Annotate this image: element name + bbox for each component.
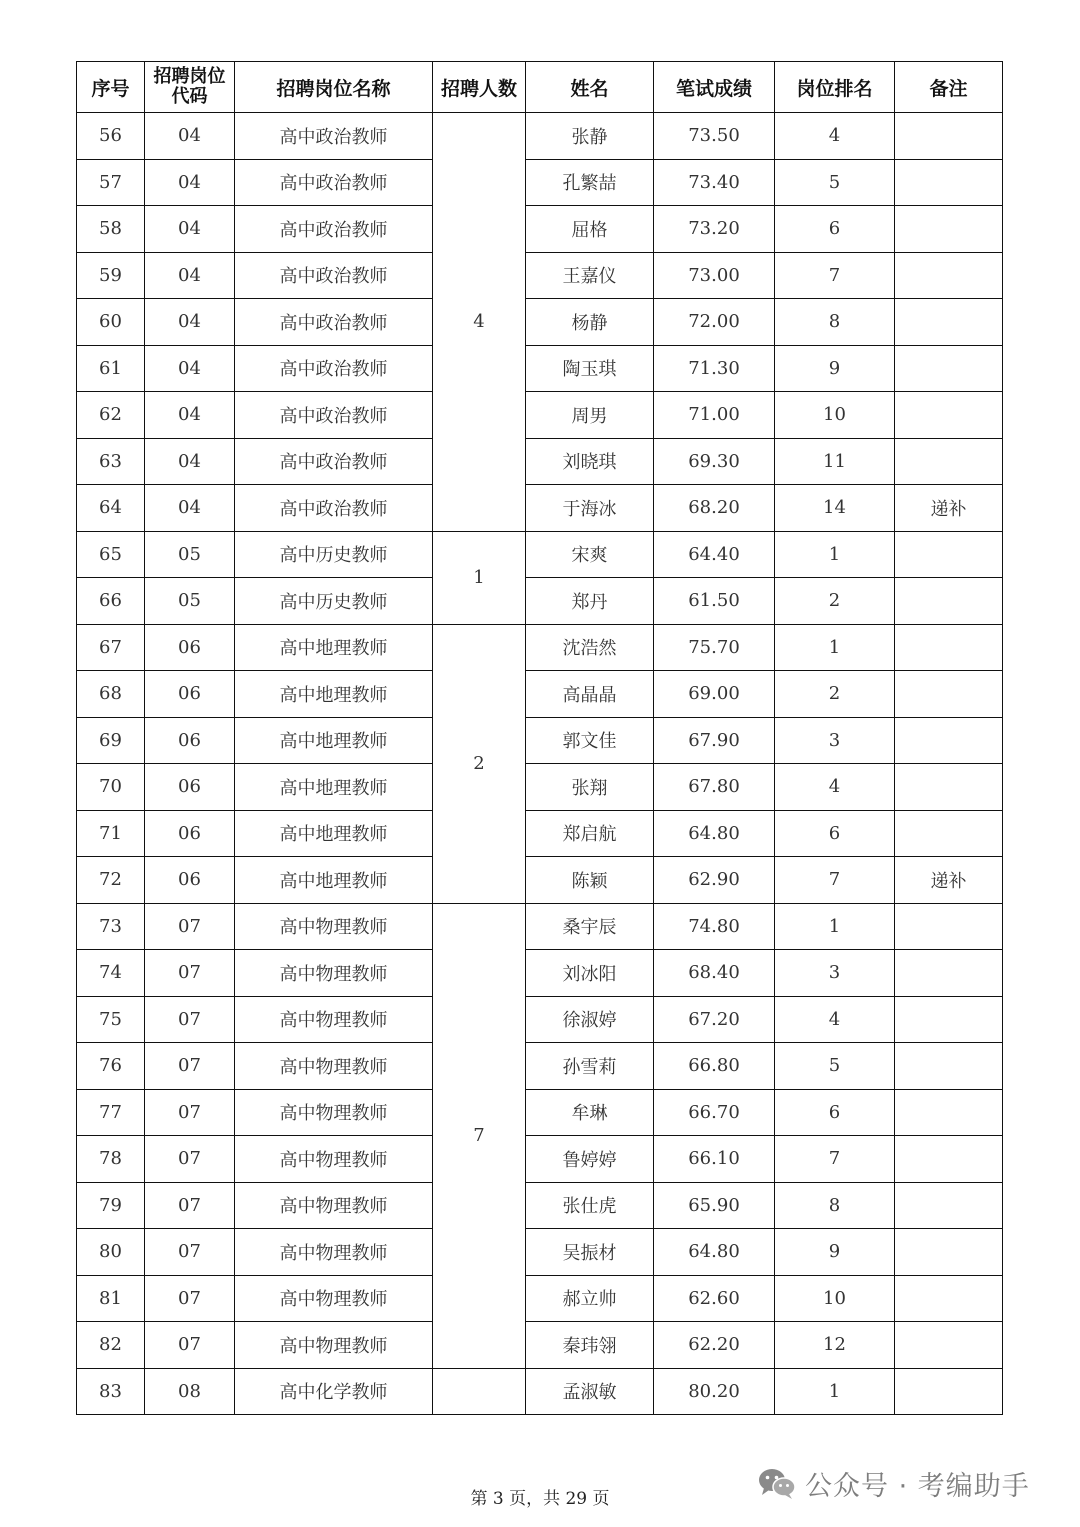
cell-position: 高中物理教师	[235, 1275, 433, 1322]
table-row	[77, 1089, 1003, 1136]
cell-position: 高中化学教师	[235, 1368, 433, 1415]
cell-code: 07	[145, 1229, 235, 1276]
cell-name: 于海冰	[526, 485, 654, 532]
cell-note	[895, 1368, 1003, 1415]
cell-seq: 65	[77, 531, 145, 578]
cell-seq: 73	[77, 903, 145, 950]
cell-note	[895, 1275, 1003, 1322]
table-row	[77, 1322, 1003, 1369]
cell-name: 孙雪莉	[526, 1043, 654, 1090]
cell-note	[895, 438, 1003, 485]
cell-score: 64.40	[654, 531, 775, 578]
cell-code: 07	[145, 1089, 235, 1136]
header-seq: 序号	[77, 62, 145, 113]
cell-score: 71.00	[654, 392, 775, 439]
cell-name: 孔繁喆	[526, 159, 654, 206]
cell-code: 06	[145, 671, 235, 718]
cell-seq: 62	[77, 392, 145, 439]
cell-code: 07	[145, 1322, 235, 1369]
cell-name: 牟琳	[526, 1089, 654, 1136]
cell-rank: 7	[775, 252, 895, 299]
cell-note	[895, 1043, 1003, 1090]
cell-quota: 2	[433, 624, 526, 903]
cell-note	[895, 531, 1003, 578]
cell-rank: 5	[775, 159, 895, 206]
cell-position: 高中地理教师	[235, 810, 433, 857]
cell-name: 沈浩然	[526, 624, 654, 671]
cell-code: 04	[145, 159, 235, 206]
table-row	[77, 206, 1003, 253]
cell-note	[895, 1229, 1003, 1276]
cell-code: 07	[145, 1043, 235, 1090]
cell-rank: 6	[775, 1089, 895, 1136]
cell-name: 郭文佳	[526, 717, 654, 764]
cell-name: 孟淑敏	[526, 1368, 654, 1415]
table-row	[77, 392, 1003, 439]
cell-name: 周男	[526, 392, 654, 439]
cell-rank: 6	[775, 206, 895, 253]
cell-note	[895, 299, 1003, 346]
cell-name: 桑宇辰	[526, 903, 654, 950]
cell-rank: 4	[775, 996, 895, 1043]
cell-score: 67.90	[654, 717, 775, 764]
table-row	[77, 1275, 1003, 1322]
cell-score: 75.70	[654, 624, 775, 671]
cell-seq: 79	[77, 1182, 145, 1229]
cell-rank: 1	[775, 903, 895, 950]
cell-seq: 80	[77, 1229, 145, 1276]
table-row	[77, 903, 1003, 950]
cell-rank: 7	[775, 1136, 895, 1183]
header-quota: 招聘人数	[433, 62, 526, 113]
cell-position: 高中历史教师	[235, 578, 433, 625]
cell-seq: 63	[77, 438, 145, 485]
table-row	[77, 531, 1003, 578]
cell-code: 05	[145, 578, 235, 625]
cell-score: 73.50	[654, 113, 775, 160]
cell-seq: 61	[77, 345, 145, 392]
cell-seq: 71	[77, 810, 145, 857]
cell-score: 62.60	[654, 1275, 775, 1322]
table-body	[77, 113, 1003, 1415]
table-row	[77, 717, 1003, 764]
cell-position: 高中物理教师	[235, 1322, 433, 1369]
cell-name: 张翔	[526, 764, 654, 811]
cell-note	[895, 671, 1003, 718]
cell-note	[895, 950, 1003, 997]
header-note: 备注	[895, 62, 1003, 113]
cell-name: 刘晓琪	[526, 438, 654, 485]
cell-code: 04	[145, 438, 235, 485]
cell-name: 杨静	[526, 299, 654, 346]
cell-position: 高中政治教师	[235, 299, 433, 346]
cell-code: 07	[145, 1136, 235, 1183]
cell-code: 07	[145, 1275, 235, 1322]
cell-name: 郝立帅	[526, 1275, 654, 1322]
table-row	[77, 857, 1003, 904]
cell-note	[895, 996, 1003, 1043]
cell-code: 06	[145, 810, 235, 857]
cell-name: 陶玉琪	[526, 345, 654, 392]
cell-name: 郑丹	[526, 578, 654, 625]
cell-note	[895, 1089, 1003, 1136]
cell-name: 吴振材	[526, 1229, 654, 1276]
cell-score: 67.20	[654, 996, 775, 1043]
cell-code: 07	[145, 950, 235, 997]
cell-quota: 1	[433, 531, 526, 624]
cell-note	[895, 578, 1003, 625]
cell-score: 73.00	[654, 252, 775, 299]
table-row	[77, 996, 1003, 1043]
cell-position: 高中地理教师	[235, 857, 433, 904]
cell-seq: 76	[77, 1043, 145, 1090]
cell-note	[895, 113, 1003, 160]
cell-rank: 7	[775, 857, 895, 904]
table-row	[77, 438, 1003, 485]
cell-seq: 58	[77, 206, 145, 253]
cell-code: 07	[145, 903, 235, 950]
cell-seq: 56	[77, 113, 145, 160]
cell-score: 74.80	[654, 903, 775, 950]
cell-position: 高中物理教师	[235, 996, 433, 1043]
cell-note	[895, 159, 1003, 206]
cell-position: 高中政治教师	[235, 113, 433, 160]
cell-note	[895, 624, 1003, 671]
watermark	[757, 1463, 1030, 1503]
cell-code: 06	[145, 764, 235, 811]
cell-rank: 10	[775, 392, 895, 439]
cell-rank: 14	[775, 485, 895, 532]
cell-score: 73.40	[654, 159, 775, 206]
cell-score: 65.90	[654, 1182, 775, 1229]
cell-score: 68.20	[654, 485, 775, 532]
cell-code: 07	[145, 1182, 235, 1229]
cell-code: 04	[145, 206, 235, 253]
cell-note	[895, 345, 1003, 392]
cell-rank: 2	[775, 671, 895, 718]
cell-seq: 66	[77, 578, 145, 625]
cell-name: 陈颖	[526, 857, 654, 904]
table-row	[77, 1229, 1003, 1276]
table-row	[77, 159, 1003, 206]
cell-note	[895, 1182, 1003, 1229]
cell-rank: 9	[775, 345, 895, 392]
cell-code: 06	[145, 624, 235, 671]
cell-rank: 1	[775, 1368, 895, 1415]
cell-name: 徐淑婷	[526, 996, 654, 1043]
header-position: 招聘岗位名称	[235, 62, 433, 113]
cell-score: 69.00	[654, 671, 775, 718]
cell-quota: 7	[433, 903, 526, 1368]
header-score: 笔试成绩	[654, 62, 775, 113]
table-row	[77, 299, 1003, 346]
cell-name: 张静	[526, 113, 654, 160]
cell-seq: 60	[77, 299, 145, 346]
cell-position: 高中物理教师	[235, 1089, 433, 1136]
cell-score: 66.80	[654, 1043, 775, 1090]
cell-name: 屈格	[526, 206, 654, 253]
cell-rank: 4	[775, 764, 895, 811]
cell-score: 64.80	[654, 1229, 775, 1276]
cell-position: 高中地理教师	[235, 671, 433, 718]
cell-position: 高中地理教师	[235, 764, 433, 811]
cell-code: 04	[145, 485, 235, 532]
cell-position: 高中物理教师	[235, 1043, 433, 1090]
header-rank: 岗位排名	[775, 62, 895, 113]
cell-seq: 75	[77, 996, 145, 1043]
cell-code: 05	[145, 531, 235, 578]
cell-seq: 64	[77, 485, 145, 532]
table-row	[77, 624, 1003, 671]
cell-seq: 74	[77, 950, 145, 997]
cell-rank: 4	[775, 113, 895, 160]
cell-note	[895, 810, 1003, 857]
cell-note	[895, 1136, 1003, 1183]
table-row	[77, 950, 1003, 997]
table-row	[77, 252, 1003, 299]
cell-position: 高中政治教师	[235, 159, 433, 206]
cell-score: 66.10	[654, 1136, 775, 1183]
cell-seq: 81	[77, 1275, 145, 1322]
cell-rank: 12	[775, 1322, 895, 1369]
cell-seq: 59	[77, 252, 145, 299]
cell-code: 07	[145, 996, 235, 1043]
page-footer: 第 3 页，共 29 页	[470, 1489, 610, 1509]
cell-position: 高中物理教师	[235, 950, 433, 997]
cell-position: 高中地理教师	[235, 717, 433, 764]
cell-seq: 72	[77, 857, 145, 904]
cell-position: 高中政治教师	[235, 438, 433, 485]
cell-rank: 3	[775, 717, 895, 764]
cell-score: 62.90	[654, 857, 775, 904]
cell-seq: 67	[77, 624, 145, 671]
table-row	[77, 345, 1003, 392]
cell-score: 64.80	[654, 810, 775, 857]
table-row	[77, 764, 1003, 811]
cell-note	[895, 392, 1003, 439]
cell-score: 72.00	[654, 299, 775, 346]
header-name: 姓名	[526, 62, 654, 113]
cell-note	[895, 903, 1003, 950]
header-code: 招聘岗位代码	[145, 62, 235, 113]
cell-seq: 57	[77, 159, 145, 206]
cell-rank: 10	[775, 1275, 895, 1322]
cell-seq: 83	[77, 1368, 145, 1415]
cell-position: 高中历史教师	[235, 531, 433, 578]
wechat-icon	[757, 1466, 797, 1500]
cell-rank: 2	[775, 578, 895, 625]
cell-position: 高中物理教师	[235, 1229, 433, 1276]
cell-code: 06	[145, 857, 235, 904]
cell-note	[895, 764, 1003, 811]
cell-rank: 6	[775, 810, 895, 857]
cell-name: 鲁婷婷	[526, 1136, 654, 1183]
cell-position: 高中政治教师	[235, 206, 433, 253]
cell-score: 68.40	[654, 950, 775, 997]
cell-score: 61.50	[654, 578, 775, 625]
cell-seq: 69	[77, 717, 145, 764]
watermark-text: 公众号 · 考编助手	[805, 1470, 1030, 1502]
cell-name: 刘冰阳	[526, 950, 654, 997]
cell-position: 高中政治教师	[235, 252, 433, 299]
cell-rank: 5	[775, 1043, 895, 1090]
cell-name: 张仕虎	[526, 1182, 654, 1229]
cell-code: 04	[145, 113, 235, 160]
cell-score: 80.20	[654, 1368, 775, 1415]
cell-name: 秦玮翎	[526, 1322, 654, 1369]
cell-rank: 1	[775, 531, 895, 578]
cell-code: 06	[145, 717, 235, 764]
cell-quota	[433, 1368, 526, 1415]
cell-note	[895, 717, 1003, 764]
cell-position: 高中物理教师	[235, 1136, 433, 1183]
cell-seq: 77	[77, 1089, 145, 1136]
cell-note	[895, 1322, 1003, 1369]
cell-rank: 8	[775, 299, 895, 346]
cell-note	[895, 206, 1003, 253]
cell-position: 高中政治教师	[235, 345, 433, 392]
table-row	[77, 1136, 1003, 1183]
cell-name: 王嘉仪	[526, 252, 654, 299]
cell-rank: 8	[775, 1182, 895, 1229]
cell-quota: 4	[433, 113, 526, 532]
cell-rank: 3	[775, 950, 895, 997]
cell-code: 08	[145, 1368, 235, 1415]
header-row	[77, 62, 1003, 113]
cell-name: 高晶晶	[526, 671, 654, 718]
cell-score: 67.80	[654, 764, 775, 811]
cell-score: 62.20	[654, 1322, 775, 1369]
cell-position: 高中物理教师	[235, 903, 433, 950]
cell-name: 宋爽	[526, 531, 654, 578]
cell-note: 递补	[895, 857, 1003, 904]
cell-code: 04	[145, 252, 235, 299]
cell-score: 66.70	[654, 1089, 775, 1136]
cell-rank: 1	[775, 624, 895, 671]
table-row	[77, 1043, 1003, 1090]
cell-code: 04	[145, 392, 235, 439]
cell-rank: 9	[775, 1229, 895, 1276]
cell-rank: 11	[775, 438, 895, 485]
results-table	[76, 61, 1003, 1415]
cell-position: 高中物理教师	[235, 1182, 433, 1229]
table-row	[77, 113, 1003, 160]
cell-name: 郑启航	[526, 810, 654, 857]
table-row	[77, 485, 1003, 532]
table-row	[77, 578, 1003, 625]
cell-seq: 82	[77, 1322, 145, 1369]
cell-seq: 68	[77, 671, 145, 718]
table-row	[77, 810, 1003, 857]
cell-position: 高中政治教师	[235, 392, 433, 439]
table-row	[77, 1182, 1003, 1229]
cell-seq: 70	[77, 764, 145, 811]
cell-note	[895, 252, 1003, 299]
table-row	[77, 671, 1003, 718]
cell-seq: 78	[77, 1136, 145, 1183]
table-row	[77, 1368, 1003, 1415]
cell-note: 递补	[895, 485, 1003, 532]
cell-position: 高中政治教师	[235, 485, 433, 532]
cell-score: 71.30	[654, 345, 775, 392]
cell-position: 高中地理教师	[235, 624, 433, 671]
cell-score: 73.20	[654, 206, 775, 253]
cell-code: 04	[145, 345, 235, 392]
cell-code: 04	[145, 299, 235, 346]
cell-score: 69.30	[654, 438, 775, 485]
